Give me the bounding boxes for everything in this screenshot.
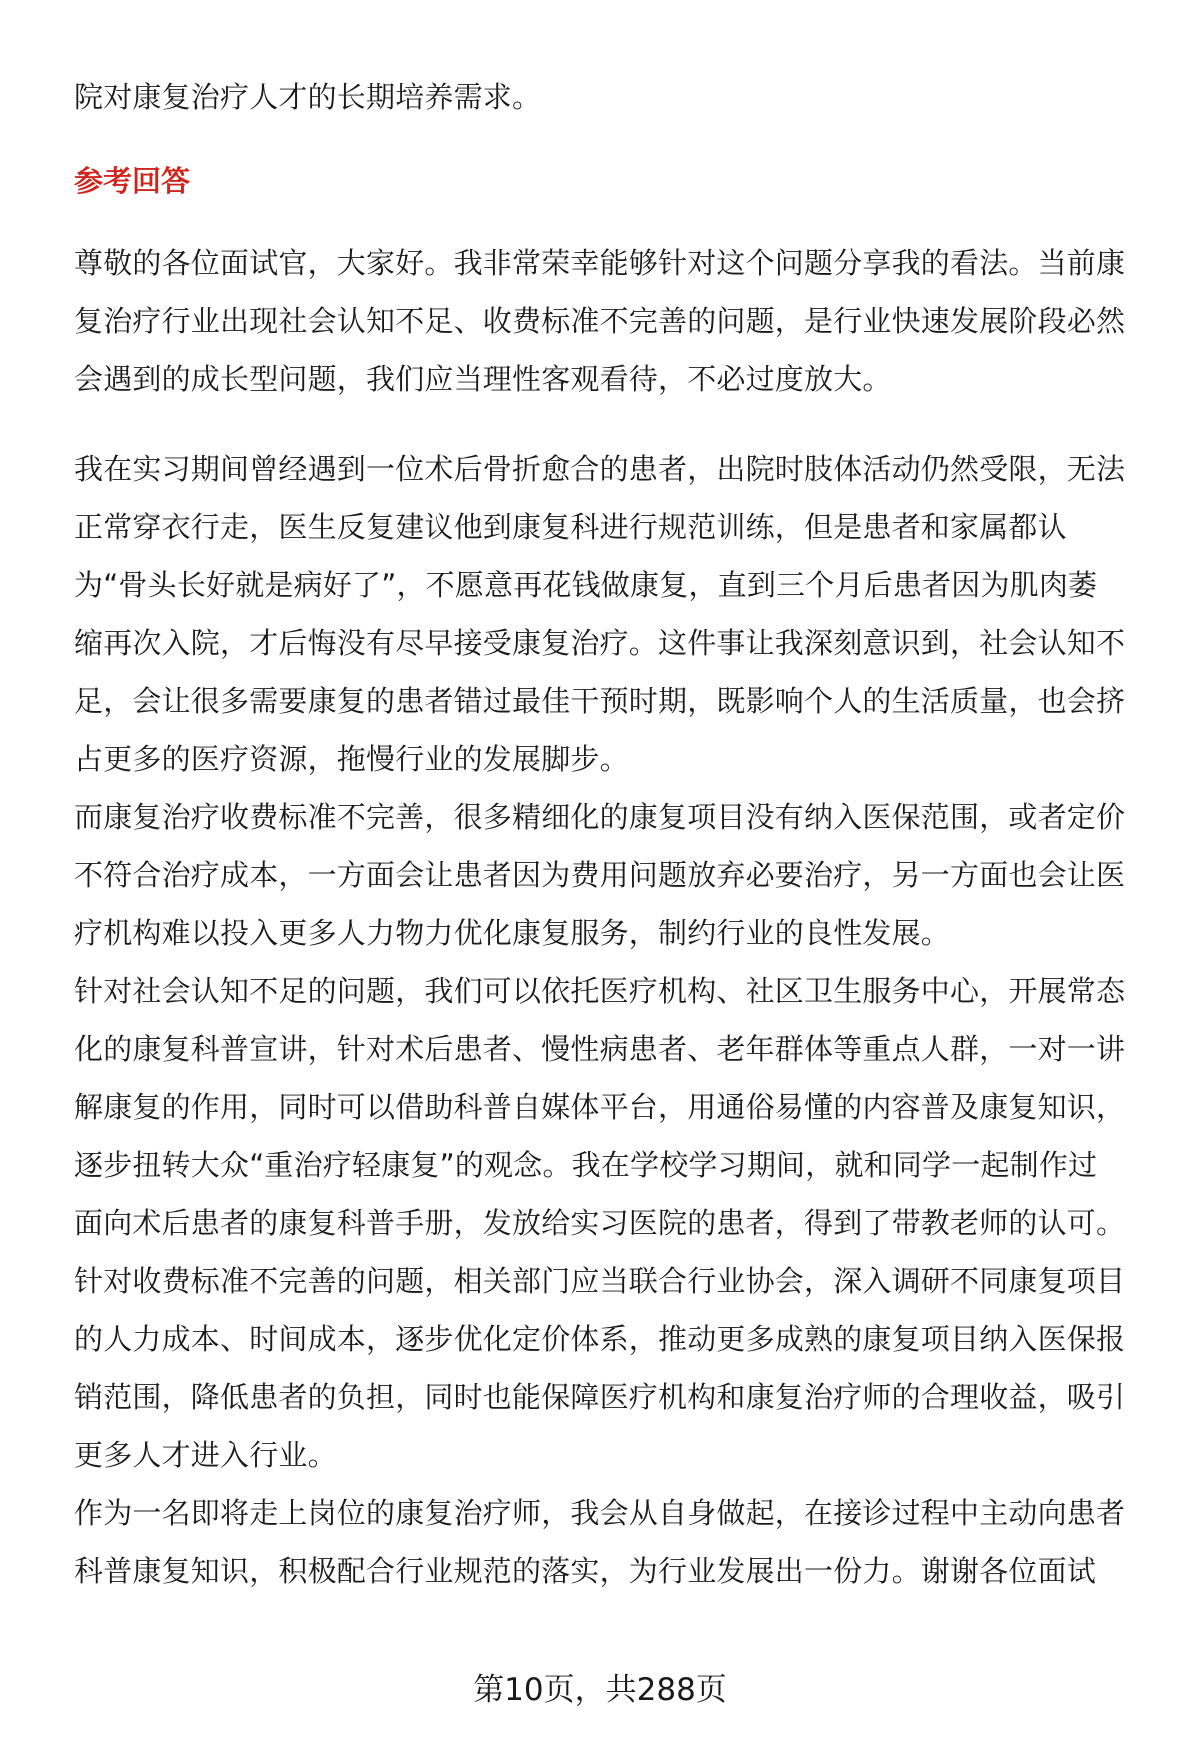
text-line: 针对收费标准不完善的问题，相关部门应当联合行业协会，深入调研不同康复项目: [74, 1264, 1126, 1298]
text-line: 为“骨头长好就是病好了”，不愿意再花钱做康复，直到三个月后患者因为肌肉萎: [74, 568, 1098, 602]
intro-line: 院对康复治疗人才的长期培养需求。: [74, 80, 542, 114]
text-line: 正常穿衣行走，医生反复建议他到康复科进行规范训练，但是患者和家属都认: [74, 510, 1067, 544]
text-line: 作为一名即将走上岗位的康复治疗师，我会从自身做起，在接诊过程中主动向患者: [74, 1496, 1126, 1530]
text-line: 疗机构难以投入更多人力物力优化康复服务，制约行业的良性发展。: [74, 916, 951, 950]
text-line: 复治疗行业出现社会认知不足、收费标准不完善的问题，是行业快速发展阶段必然: [74, 304, 1126, 338]
paragraph: [74, 440, 1144, 1600]
text-line: 逐步扭转大众“重治疗轻康复”的观念。我在学校学习期间，就和同学一起制作过: [74, 1148, 1098, 1182]
paragraph: [74, 234, 1144, 408]
document-body: [74, 68, 1144, 1600]
text-line: 会遇到的成长型问题，我们应当理性客观看待，不必过度放大。: [74, 362, 892, 396]
text-line: 科普康复知识，积极配合行业规范的落实，为行业发展出一份力。谢谢各位面试: [74, 1554, 1097, 1588]
text-line: 尊敬的各位面试官，大家好。我非常荣幸能够针对这个问题分享我的看法。当前康: [74, 246, 1126, 280]
text-line: 缩再次入院，才后悔没有尽早接受康复治疗。这件事让我深刻意识到，社会认知不: [74, 626, 1126, 660]
section-heading: 参考回答: [74, 164, 191, 198]
answer-text: [74, 234, 1144, 1600]
text-line: 占更多的医疗资源，拖慢行业的发展脚步。: [74, 742, 629, 776]
text-line: 的人力成本、时间成本，逐步优化定价体系，推动更多成熟的康复项目纳入医保报: [74, 1322, 1126, 1356]
text-line: 面向术后患者的康复科普手册，发放给实习医院的患者，得到了带教老师的认可。: [74, 1206, 1126, 1240]
text-line: 不符合治疗成本，一方面会让患者因为费用问题放弃必要治疗，另一方面也会让医: [74, 858, 1126, 892]
text-line: 针对社会认知不足的问题，我们可以依托医疗机构、社区卫生服务中心，开展常态: [74, 974, 1126, 1008]
text-line: 销范围，降低患者的负担，同时也能保障医疗机构和康复治疗师的合理收益，吸引: [74, 1380, 1126, 1414]
paragraph-gap: [74, 408, 1144, 440]
text-line: 解康复的作用，同时可以借助科普自媒体平台，用通俗易懂的内容普及康复知识，: [74, 1090, 1126, 1124]
page-number: 第10页，共288页: [473, 1672, 727, 1708]
text-line: 化的康复科普宣讲，针对术后患者、慢性病患者、老年群体等重点人群，一对一讲: [74, 1032, 1126, 1066]
text-line: 而康复治疗收费标准不完善，很多精细化的康复项目没有纳入医保范围，或者定价: [74, 800, 1126, 834]
text-line: 足，会让很多需要康复的患者错过最佳干预时期，既影响个人的生活质量，也会挤: [74, 684, 1126, 718]
text-line: 更多人才进入行业。: [74, 1438, 337, 1472]
text-line: 我在实习期间曾经遇到一位术后骨折愈合的患者，出院时肢体活动仍然受限，无法: [74, 452, 1126, 486]
